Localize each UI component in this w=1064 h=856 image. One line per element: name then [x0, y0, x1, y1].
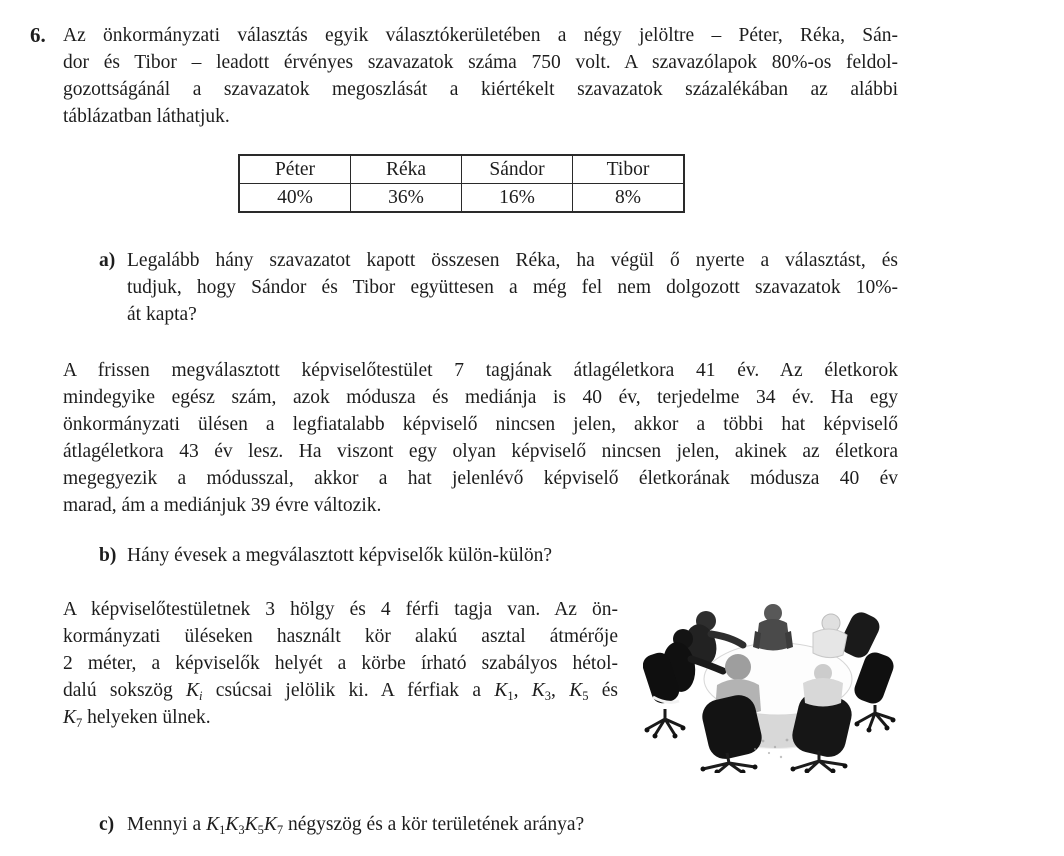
ages-paragraph: A frissen megválasztott képviselőtestület 7 tagjának átlagéletkora 41 év. Az életkorok mindegyike egész szám, azok módusza és mediánja is 40 év, terjedelme 34 év. Ha egy önkormányzati ülésen a legfiatalabb képviselő nincsen jelen, akkor a többi hat képviselő átlagéletkora 43 év lesz. Ha viszont egy olyan képviselő nincsen jelen, akinek az életkora megegyezik a módusszal, akkor a hat jelenlévő képviselő életkorának módusza 40 év marad, ám a mediánjuk 39 évre változik.: [63, 360, 898, 516]
part-a-label: a): [99, 250, 116, 271]
round-table-illustration: [643, 601, 898, 773]
chair-right: [851, 649, 896, 732]
part-b-label: b): [99, 545, 117, 566]
votes-header-sandor: Sándor: [462, 155, 573, 184]
problem-body: [63, 22, 898, 838]
intro-paragraph: Az önkormányzati választás egyik választókerületében a négy jelöltre – Péter, Réka, Sán- dor és Tibor – leadott érvényes szavazatok száma 750 volt. A szavazólapok 80%-os feldol- gozottságánál a szavazatok megoszlását a kiértékelt szavazatok százalékában az alábbi táblázatban láthatjuk.: [63, 25, 898, 127]
votes-header-peter: Péter: [239, 155, 351, 184]
part-b-question: Hány évesek a megválasztott képviselők külön-külön?: [127, 545, 553, 566]
votes-table-value-row: [239, 184, 684, 213]
part-c-label: c): [99, 814, 115, 835]
round-table-section: [63, 596, 898, 773]
votes-table: [238, 154, 685, 213]
part-a: [99, 247, 898, 328]
round-table-paragraph: A képviselőtestületnek 3 hölgy és 4 férfi tagja van. Az ön- kormányzati üléseken használt kör alakú asztal átmérője 2 méter, a képviselők helyét a körbe írható szabályos hétol- dalú sokszög $K_i$ csúcsai jelölik ki. A férfiak a $K_1$, $K_3$, $K_5$ és $K_7$ helyeken ülnek.: [63, 599, 618, 730]
part-c: [99, 811, 898, 838]
votes-header-reka: Réka: [351, 155, 462, 184]
votes-value-sandor: 16%: [462, 184, 573, 213]
problem-number: 6.: [30, 23, 46, 47]
figure-top-center: [753, 604, 793, 651]
part-c-question: Mennyi a $K_1K_3K_5K_7$ négyszög és a kör területének aránya?: [127, 814, 585, 837]
votes-table-header-row: [239, 155, 684, 184]
people-around-round-table-image: [643, 601, 898, 773]
votes-value-peter: 40%: [239, 184, 351, 213]
votes-header-tibor: Tibor: [573, 155, 685, 184]
votes-value-reka: 36%: [351, 184, 462, 213]
votes-value-tibor: 8%: [573, 184, 685, 213]
part-a-question: Legalább hány szavazatot kapott összesen Réka, ha végül ő nyerte a választást, és tudjuk, hogy Sándor és Tibor együttesen a még fel nem dolgozott szavazatok 10%- át kapta?: [127, 250, 898, 325]
part-b: [99, 542, 898, 569]
